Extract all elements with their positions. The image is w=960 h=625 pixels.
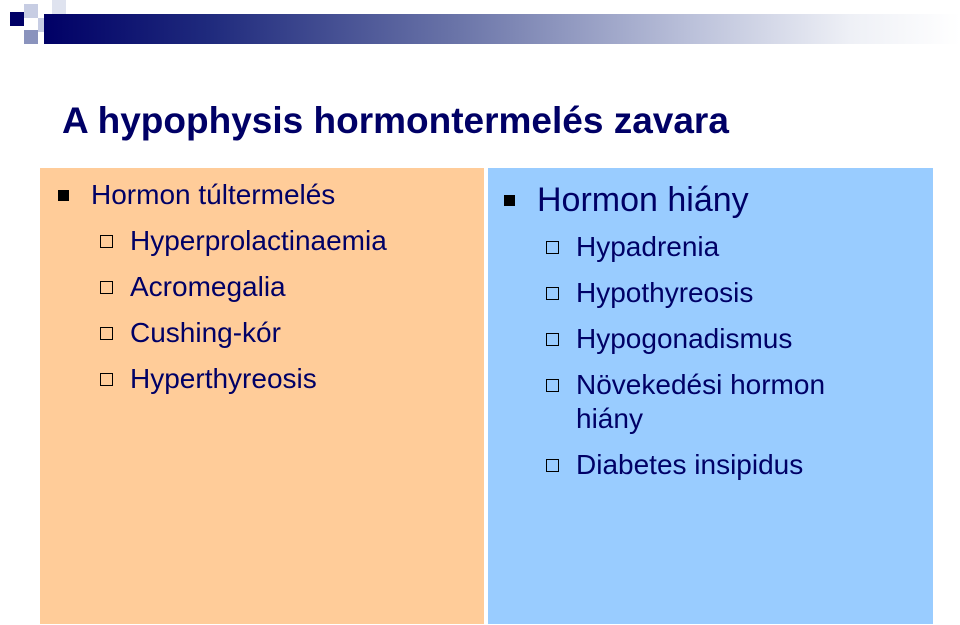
decor-square-icon	[24, 4, 38, 18]
list-item	[502, 276, 933, 310]
list-item-text: Hyperprolactinaemia	[130, 225, 387, 256]
list-item-text: Diabetes insipidus	[576, 449, 804, 480]
list-item	[502, 368, 933, 436]
header-gradient-bar	[44, 14, 960, 44]
slide-title: A hypophysis hormontermelés zavara	[62, 100, 729, 141]
hollow-square-bullet-icon	[546, 333, 559, 346]
list-item-text: Hyperthyreosis	[130, 363, 317, 394]
filled-square-bullet-icon	[504, 195, 515, 206]
left-heading-text: Hormon túltermelés	[91, 179, 336, 210]
hollow-square-bullet-icon	[546, 379, 559, 392]
list-item-text: Acromegalia	[130, 271, 286, 302]
decor-square-icon	[10, 12, 24, 26]
hollow-square-bullet-icon	[100, 235, 113, 248]
left-panel	[40, 168, 484, 624]
hollow-square-bullet-icon	[546, 287, 559, 300]
hollow-square-bullet-icon	[100, 327, 113, 340]
list-item	[502, 448, 933, 482]
right-heading	[502, 180, 933, 220]
hollow-square-bullet-icon	[100, 373, 113, 386]
list-item	[502, 230, 933, 264]
hollow-square-bullet-icon	[546, 459, 559, 472]
list-item	[56, 270, 484, 304]
list-item	[56, 316, 484, 350]
left-heading	[56, 178, 484, 212]
list-item	[56, 362, 484, 396]
decor-square-icon	[52, 0, 66, 14]
list-item-text: Hypogonadismus	[576, 323, 793, 354]
hollow-square-bullet-icon	[546, 241, 559, 254]
decor-square-icon	[24, 30, 38, 44]
list-item-text: Növekedési hormon hiány	[576, 369, 826, 434]
filled-square-bullet-icon	[58, 190, 69, 201]
list-item-text: Hypadrenia	[576, 231, 720, 262]
list-item-text: Hypothyreosis	[576, 277, 754, 308]
list-item	[502, 322, 933, 356]
list-item-text: Cushing-kór	[130, 317, 281, 348]
right-panel	[488, 168, 933, 624]
right-item-list	[502, 230, 933, 482]
list-item	[56, 224, 484, 258]
right-heading-text: Hormon hiány	[537, 181, 749, 219]
left-item-list	[56, 224, 484, 396]
hollow-square-bullet-icon	[100, 281, 113, 294]
